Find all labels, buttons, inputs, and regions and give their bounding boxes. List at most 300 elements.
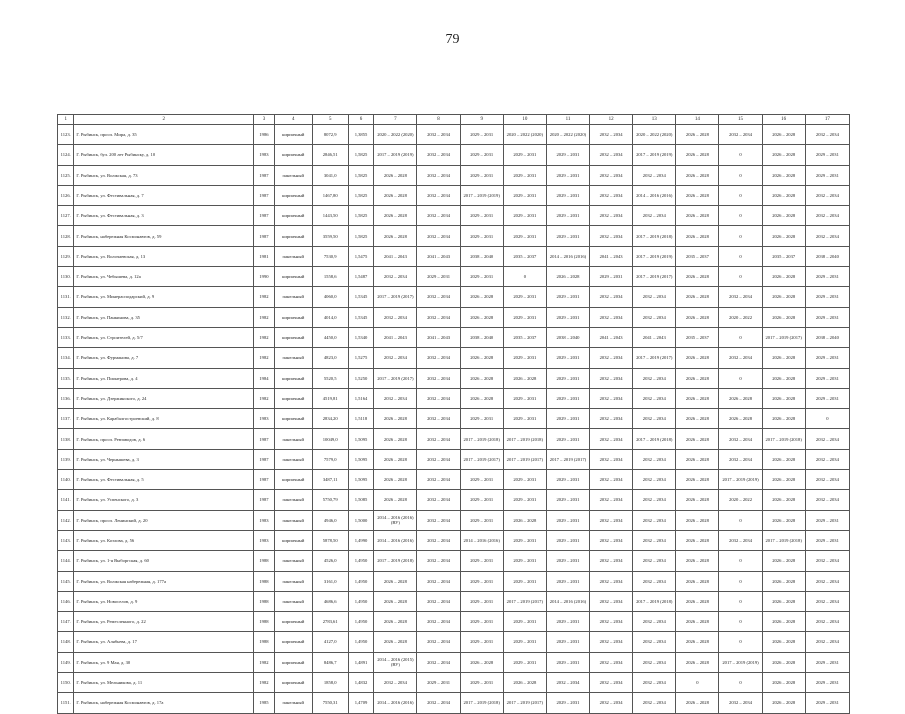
table-cell: 1,4990 [348, 530, 374, 550]
table-cell: 2020 – 2022 [719, 307, 762, 327]
address-cell: Г. Рыбинск, ул. Фестивальная, д. 5 [74, 470, 254, 490]
table-cell: 2029 – 2031 [417, 267, 460, 287]
table-cell: кирпичный [274, 327, 312, 347]
table-cell: 2029 – 2031 [460, 165, 503, 185]
table-cell: 2026 – 2028 [374, 206, 417, 226]
table-cell: 2029 – 2031 [460, 409, 503, 429]
table-cell: 2029 – 2031 [460, 571, 503, 591]
table-cell: панельный [274, 348, 312, 368]
table-cell: 2032 – 2034 [417, 165, 460, 185]
table-cell: 2026 – 2028 [676, 571, 719, 591]
table-cell: 1137. [58, 409, 74, 429]
address-cell: Г. Рыбинск, ул. Козлова, д. 56 [74, 530, 254, 550]
table-cell: 2029 – 2031 [503, 551, 546, 571]
table-cell: 2032 – 2034 [805, 591, 849, 611]
table-cell: 2026 – 2028 [676, 449, 719, 469]
table-cell: 2017 – 2019 (2019) [719, 652, 762, 672]
table-cell: 2026 – 2028 [676, 490, 719, 510]
table-cell: 2032 – 2034 [546, 673, 589, 693]
table-cell: 2032 – 2034 [590, 368, 633, 388]
table-cell: 4686,6 [312, 591, 348, 611]
table-cell: 2029 – 2031 [460, 673, 503, 693]
table-cell: 2032 – 2034 [805, 429, 849, 449]
table-cell: 1,4950 [348, 591, 374, 611]
address-cell: Г. Рыбинск, ул. Фестивальная, д. 7 [74, 185, 254, 205]
table-cell: 2026 – 2028 [374, 449, 417, 469]
table-cell: 2026 – 2028 [762, 571, 805, 591]
table-cell: 2032 – 2034 [633, 693, 676, 713]
table-cell: 2026 – 2028 [719, 388, 762, 408]
table-cell: 2029 – 2031 [503, 165, 546, 185]
table-cell: 2014 – 2016 (2016) (ВУ) [374, 510, 417, 530]
table-cell: 1982 [254, 388, 275, 408]
address-cell: Г. Рыбинск, просп. Ленинский, д. 20 [74, 510, 254, 530]
table-cell: 2026 – 2028 [676, 267, 719, 287]
table-cell: 1147. [58, 612, 74, 632]
table-cell: 1126. [58, 185, 74, 205]
table-cell: 1,4891 [348, 652, 374, 672]
table-cell: панельный [274, 429, 312, 449]
table-cell: 2026 – 2028 [762, 591, 805, 611]
table-cell: 8486,7 [312, 652, 348, 672]
table-cell: 2026 – 2028 [762, 490, 805, 510]
table-cell: 2032 – 2034 [805, 125, 849, 145]
table-cell: кирпичный [274, 125, 312, 145]
table-cell: 2032 – 2034 [633, 409, 676, 429]
table-cell: 2026 – 2028 [460, 652, 503, 672]
address-cell: Г. Рыбинск, ул. Успенского, д. 3 [74, 490, 254, 510]
table-cell: 2032 – 2034 [417, 368, 460, 388]
table-cell: 3041,0 [312, 165, 348, 185]
table-cell: 2032 – 2034 [417, 551, 460, 571]
table-row [58, 490, 850, 510]
table-cell: 2029 – 2031 [546, 530, 589, 550]
table-cell: 2029 – 2031 [805, 165, 849, 185]
table-cell: 0 [719, 612, 762, 632]
table-cell: 2017 – 2019 (2017) [503, 449, 546, 469]
table-cell: 2026 – 2028 [676, 632, 719, 652]
table-cell: 2029 – 2031 [460, 591, 503, 611]
address-cell: Г. Рыбинск, ул. Строителей, д. 5/7 [74, 327, 254, 347]
table-cell: 2032 – 2034 [805, 490, 849, 510]
table-cell: 2041 – 2043 [633, 327, 676, 347]
table-cell: 7530,9 [312, 246, 348, 266]
table-cell: 2032 – 2034 [417, 185, 460, 205]
table-cell: 5878,50 [312, 530, 348, 550]
column-header: 2 [74, 115, 254, 125]
table-cell: 2026 – 2028 [762, 145, 805, 165]
table-row [58, 145, 850, 165]
table-cell: 0 [719, 185, 762, 205]
table-cell: 2029 – 2031 [805, 307, 849, 327]
table-cell: 1,5000 [348, 510, 374, 530]
table-cell: 2032 – 2034 [417, 530, 460, 550]
table-row [58, 673, 850, 693]
table-cell: 2032 – 2034 [719, 348, 762, 368]
table-cell: 2026 – 2028 [762, 693, 805, 713]
table-cell: 2029 – 2031 [546, 287, 589, 307]
table-cell: 2029 – 2031 [503, 226, 546, 246]
table-cell: 1148. [58, 632, 74, 652]
table-cell: 1,5164 [348, 388, 374, 408]
table-cell: 2032 – 2034 [590, 530, 633, 550]
table-cell: панельный [274, 571, 312, 591]
table-cell: 2029 – 2031 [546, 368, 589, 388]
table-cell: 1125. [58, 165, 74, 185]
table-cell: 1982 [254, 673, 275, 693]
table-cell: 2035 – 2037 [676, 246, 719, 266]
table-cell: 2029 – 2031 [503, 612, 546, 632]
column-header: 4 [274, 115, 312, 125]
table-cell: 2032 – 2034 [417, 449, 460, 469]
table-cell: 1,5085 [348, 490, 374, 510]
table-row [58, 693, 850, 713]
table-cell: 2038 – 2040 [460, 246, 503, 266]
table-cell: 1981 [254, 246, 275, 266]
table-cell: 1,5118 [348, 409, 374, 429]
table-cell: 2041 – 2043 [590, 246, 633, 266]
table-cell: 1,4950 [348, 632, 374, 652]
table-cell: 2017 – 2019 (2017) [633, 348, 676, 368]
table-cell: кирпичный [274, 206, 312, 226]
table-cell: 1558,6 [312, 267, 348, 287]
table-cell: 2014 – 2016 (2016) [374, 530, 417, 550]
table-cell: 2017 – 2019 (2017) [374, 287, 417, 307]
table-cell: 2017 – 2019 (2017) [374, 368, 417, 388]
table-cell: 2026 – 2028 [762, 125, 805, 145]
table-cell: 1,4709 [348, 693, 374, 713]
table-cell: 1133. [58, 327, 74, 347]
table-cell: 1134. [58, 348, 74, 368]
table-cell: 2032 – 2034 [633, 449, 676, 469]
address-cell: Г. Рыбинск, ул. 9 Мая, д. 30 [74, 652, 254, 672]
table-cell: 2035 – 2037 [762, 246, 805, 266]
table-cell: 1140. [58, 470, 74, 490]
table-cell: 2032 – 2034 [417, 429, 460, 449]
table-cell: 2026 – 2028 [374, 226, 417, 246]
table-cell: 1131. [58, 287, 74, 307]
table-cell: 1988 [254, 551, 275, 571]
table-cell: 2026 – 2028 [762, 673, 805, 693]
table-cell: 2029 – 2031 [503, 185, 546, 205]
table-cell: 2032 – 2034 [633, 388, 676, 408]
table-cell: 2032 – 2034 [590, 591, 633, 611]
table-cell: 2029 – 2031 [460, 226, 503, 246]
table-row [58, 307, 850, 327]
table-cell: 2029 – 2031 [805, 652, 849, 672]
table-cell: 0 [503, 267, 546, 287]
table-cell: 2032 – 2034 [590, 490, 633, 510]
table-cell: 2032 – 2034 [374, 307, 417, 327]
table-cell: 1,5340 [348, 327, 374, 347]
table-cell: 2017 – 2019 (2018) [460, 429, 503, 449]
table-cell: 1983 [254, 530, 275, 550]
table-cell: 1136. [58, 388, 74, 408]
table-cell: 5520,5 [312, 368, 348, 388]
table-cell: 2026 – 2028 [503, 673, 546, 693]
table-header-row [58, 115, 850, 125]
table-cell: 2032 – 2034 [417, 470, 460, 490]
table-cell: 8072,9 [312, 125, 348, 145]
table-cell: 1,5095 [348, 470, 374, 490]
table-cell: 2026 – 2028 [762, 612, 805, 632]
table-cell: 2026 – 2028 [676, 591, 719, 611]
table-cell: 4519,81 [312, 388, 348, 408]
table-cell: 2029 – 2031 [503, 348, 546, 368]
table-cell: 2032 – 2034 [805, 551, 849, 571]
table-cell: кирпичный [274, 530, 312, 550]
table-cell: 2026 – 2028 [762, 368, 805, 388]
table-cell: 2029 – 2031 [805, 530, 849, 550]
table-cell: 4946,0 [312, 510, 348, 530]
table-cell: 2017 – 2019 (2018) [374, 551, 417, 571]
table-cell: 2041 – 2043 [590, 327, 633, 347]
table-cell: 2032 – 2034 [805, 571, 849, 591]
table-cell: 2029 – 2031 [503, 145, 546, 165]
table-cell: 2026 – 2028 [546, 267, 589, 287]
table-cell: 2032 – 2034 [633, 470, 676, 490]
table-cell: кирпичный [274, 267, 312, 287]
table-cell: 2026 – 2028 [762, 388, 805, 408]
table-cell: 2029 – 2031 [460, 510, 503, 530]
table-cell: кирпичный [274, 368, 312, 388]
table-row [58, 246, 850, 266]
table-cell: 2032 – 2034 [417, 490, 460, 510]
table-cell: 4127,0 [312, 632, 348, 652]
table-cell: 2029 – 2031 [805, 267, 849, 287]
address-cell: Г. Рыбинск, просп. Ревзаводов, д. 6 [74, 429, 254, 449]
table-cell: 2026 – 2028 [374, 571, 417, 591]
table-cell: 2032 – 2034 [417, 388, 460, 408]
table-row [58, 287, 850, 307]
table-cell: 2026 – 2028 [762, 652, 805, 672]
table-cell: 2029 – 2031 [503, 409, 546, 429]
table-row [58, 165, 850, 185]
table-cell: 2041 – 2043 [374, 246, 417, 266]
table-cell: 0 [719, 165, 762, 185]
table-cell: 4014,0 [312, 307, 348, 327]
table-cell: 4526,0 [312, 551, 348, 571]
table-cell: 2029 – 2031 [503, 287, 546, 307]
table-row [58, 368, 850, 388]
table-cell: кирпичный [274, 226, 312, 246]
table-cell: 2029 – 2031 [503, 490, 546, 510]
table-cell: 2026 – 2028 [676, 510, 719, 530]
table-cell: 2026 – 2028 [676, 165, 719, 185]
table-cell: 1135. [58, 368, 74, 388]
table-cell: 2017 – 2019 (2017) [503, 591, 546, 611]
table-cell: 2029 – 2031 [503, 307, 546, 327]
table-cell: 2029 – 2031 [503, 470, 546, 490]
table-cell: 1988 [254, 612, 275, 632]
table-cell: 1143. [58, 530, 74, 550]
table-cell: 2029 – 2031 [546, 388, 589, 408]
table-cell: 2032 – 2034 [590, 409, 633, 429]
table-cell: 2035 – 2037 [503, 327, 546, 347]
table-cell: панельный [274, 510, 312, 530]
column-header: 6 [348, 115, 374, 125]
table-cell: 2029 – 2031 [805, 368, 849, 388]
table-row [58, 530, 850, 550]
table-cell: 2026 – 2028 [460, 388, 503, 408]
table-cell: 2032 – 2034 [805, 470, 849, 490]
table-cell: 1,4950 [348, 612, 374, 632]
table-cell: 2032 – 2034 [374, 388, 417, 408]
table-cell: 2041 – 2043 [417, 327, 460, 347]
table-cell: 2029 – 2031 [805, 693, 849, 713]
table-cell: панельный [274, 551, 312, 571]
table-cell: 2032 – 2034 [719, 449, 762, 469]
table-cell: 2029 – 2031 [503, 388, 546, 408]
table-cell: 1124. [58, 145, 74, 165]
table-cell: 2026 – 2028 [762, 226, 805, 246]
table-cell: 2032 – 2034 [590, 693, 633, 713]
table-cell: 2026 – 2028 [762, 632, 805, 652]
table-cell: 2032 – 2034 [417, 571, 460, 591]
address-cell: Г. Рыбинск, ул. Ремесленного, д. 22 [74, 612, 254, 632]
table-cell: 0 [719, 327, 762, 347]
table-cell: 1,5825 [348, 185, 374, 205]
table-cell: 2026 – 2028 [676, 226, 719, 246]
table-cell: 2032 – 2034 [374, 673, 417, 693]
table-cell: 2026 – 2028 [374, 490, 417, 510]
table-cell: 1984 [254, 368, 275, 388]
table-cell: 2014 – 2016 (2015) (ВУ) [374, 652, 417, 672]
table-cell: 2014 – 2016 (2016) [633, 185, 676, 205]
table-cell: 2026 – 2028 [676, 530, 719, 550]
table-cell: 2029 – 2031 [460, 470, 503, 490]
column-header: 15 [719, 115, 762, 125]
table-cell: 2032 – 2034 [590, 125, 633, 145]
table-row [58, 226, 850, 246]
table-cell: 2038 – 2040 [460, 327, 503, 347]
table-cell: 1988 [254, 591, 275, 611]
table-cell: 2020 – 2022 (2020) [503, 125, 546, 145]
table-cell: 1988 [254, 632, 275, 652]
table-cell: 3161,0 [312, 571, 348, 591]
table-cell: 2017 – 2019 (2019) [374, 145, 417, 165]
table-cell: 2032 – 2034 [633, 490, 676, 510]
table-cell: 1988 [254, 571, 275, 591]
table-cell: 2026 – 2028 [676, 652, 719, 672]
table-cell: панельный [274, 246, 312, 266]
table-cell: 2032 – 2034 [719, 530, 762, 550]
table-cell: 2029 – 2031 [546, 206, 589, 226]
table-cell: кирпичный [274, 409, 312, 429]
table-cell: 2029 – 2031 [546, 226, 589, 246]
address-cell: Г. Рыбинск, ул. Чернышева, д. 3 [74, 449, 254, 469]
address-cell: Г. Рыбинск, просп. Мира, д. 35 [74, 125, 254, 145]
table-cell: 2026 – 2028 [676, 693, 719, 713]
table-row [58, 327, 850, 347]
table-cell: 2032 – 2034 [633, 612, 676, 632]
table-cell: 2029 – 2031 [460, 206, 503, 226]
table-cell: 1138. [58, 429, 74, 449]
table-cell: 2032 – 2034 [374, 348, 417, 368]
table-row [58, 612, 850, 632]
table-row [58, 185, 850, 205]
table-cell: 2029 – 2031 [460, 490, 503, 510]
table-cell: 1983 [254, 145, 275, 165]
table-cell: 2032 – 2034 [633, 206, 676, 226]
table-cell: 1,5095 [348, 429, 374, 449]
table-cell: 1,5825 [348, 206, 374, 226]
table-cell: 2026 – 2028 [374, 632, 417, 652]
table-row [58, 591, 850, 611]
table-cell: 2032 – 2034 [590, 206, 633, 226]
address-cell: Г. Рыбинск, ул. Волочаевская, д. 13 [74, 246, 254, 266]
table-cell: 2029 – 2031 [460, 125, 503, 145]
table-cell: 2029 – 2031 [460, 267, 503, 287]
address-cell: Г. Рыбинск, ул. Новоселов, д. 9 [74, 591, 254, 611]
table-cell: 2029 – 2031 [503, 530, 546, 550]
table-cell: 2029 – 2031 [805, 388, 849, 408]
table-cell: 1146. [58, 591, 74, 611]
table-cell: 7550,31 [312, 693, 348, 713]
table-cell: 1443,50 [312, 206, 348, 226]
table-cell: 1,4950 [348, 571, 374, 591]
table-cell: 2032 – 2034 [719, 693, 762, 713]
table-cell: 2032 – 2034 [590, 429, 633, 449]
table-cell: 2026 – 2028 [676, 551, 719, 571]
table-cell: 2029 – 2031 [546, 571, 589, 591]
table-cell: 2017 – 2019 (2018) [633, 226, 676, 246]
table-cell: 2017 – 2019 (2019) [633, 145, 676, 165]
table-cell: 2026 – 2028 [460, 368, 503, 388]
table-cell: кирпичный [274, 612, 312, 632]
table-cell: 2029 – 2031 [546, 693, 589, 713]
table-cell: кирпичный [274, 388, 312, 408]
table-cell: 2029 – 2031 [546, 510, 589, 530]
table-cell: 2026 – 2028 [762, 551, 805, 571]
table-cell: 2029 – 2031 [590, 267, 633, 287]
table-cell: 2032 – 2034 [590, 165, 633, 185]
table-cell: 2038 – 2040 [805, 327, 849, 347]
table-cell: 2783,61 [312, 612, 348, 632]
table-cell: 2029 – 2031 [805, 673, 849, 693]
table-cell: 2834,20 [312, 409, 348, 429]
table-cell: 2029 – 2031 [546, 429, 589, 449]
table-cell: 1,4950 [348, 551, 374, 571]
table-cell: 1,5345 [348, 287, 374, 307]
table-cell: 3559,50 [312, 226, 348, 246]
table-row [58, 571, 850, 591]
table-cell: панельный [274, 490, 312, 510]
table-cell: 1141. [58, 490, 74, 510]
address-cell: Г. Рыбинск, бул. 200 лет Рыбинску, д. 10 [74, 145, 254, 165]
table-cell: 2026 – 2028 [374, 429, 417, 449]
capital-repair-schedule-table [57, 114, 850, 714]
table-cell: 2029 – 2031 [460, 632, 503, 652]
table-cell: 1986 [254, 125, 275, 145]
table-cell: 1142. [58, 510, 74, 530]
table-cell: 10049,0 [312, 429, 348, 449]
table-cell: кирпичный [274, 632, 312, 652]
table-row [58, 632, 850, 652]
table-cell: 1987 [254, 470, 275, 490]
table-cell: 2032 – 2034 [633, 307, 676, 327]
table-cell: 1145. [58, 571, 74, 591]
table-cell: 1150. [58, 673, 74, 693]
table-cell: 2038 – 2040 [805, 246, 849, 266]
table-cell: 2026 – 2028 [676, 145, 719, 165]
table-cell: панельный [274, 165, 312, 185]
address-cell: Г. Рыбинск, ул. Фурманова, д. 7 [74, 348, 254, 368]
table-cell: 1990 [254, 267, 275, 287]
table-cell: 2026 – 2028 [762, 409, 805, 429]
column-header: 5 [312, 115, 348, 125]
table-cell: 2029 – 2031 [546, 490, 589, 510]
